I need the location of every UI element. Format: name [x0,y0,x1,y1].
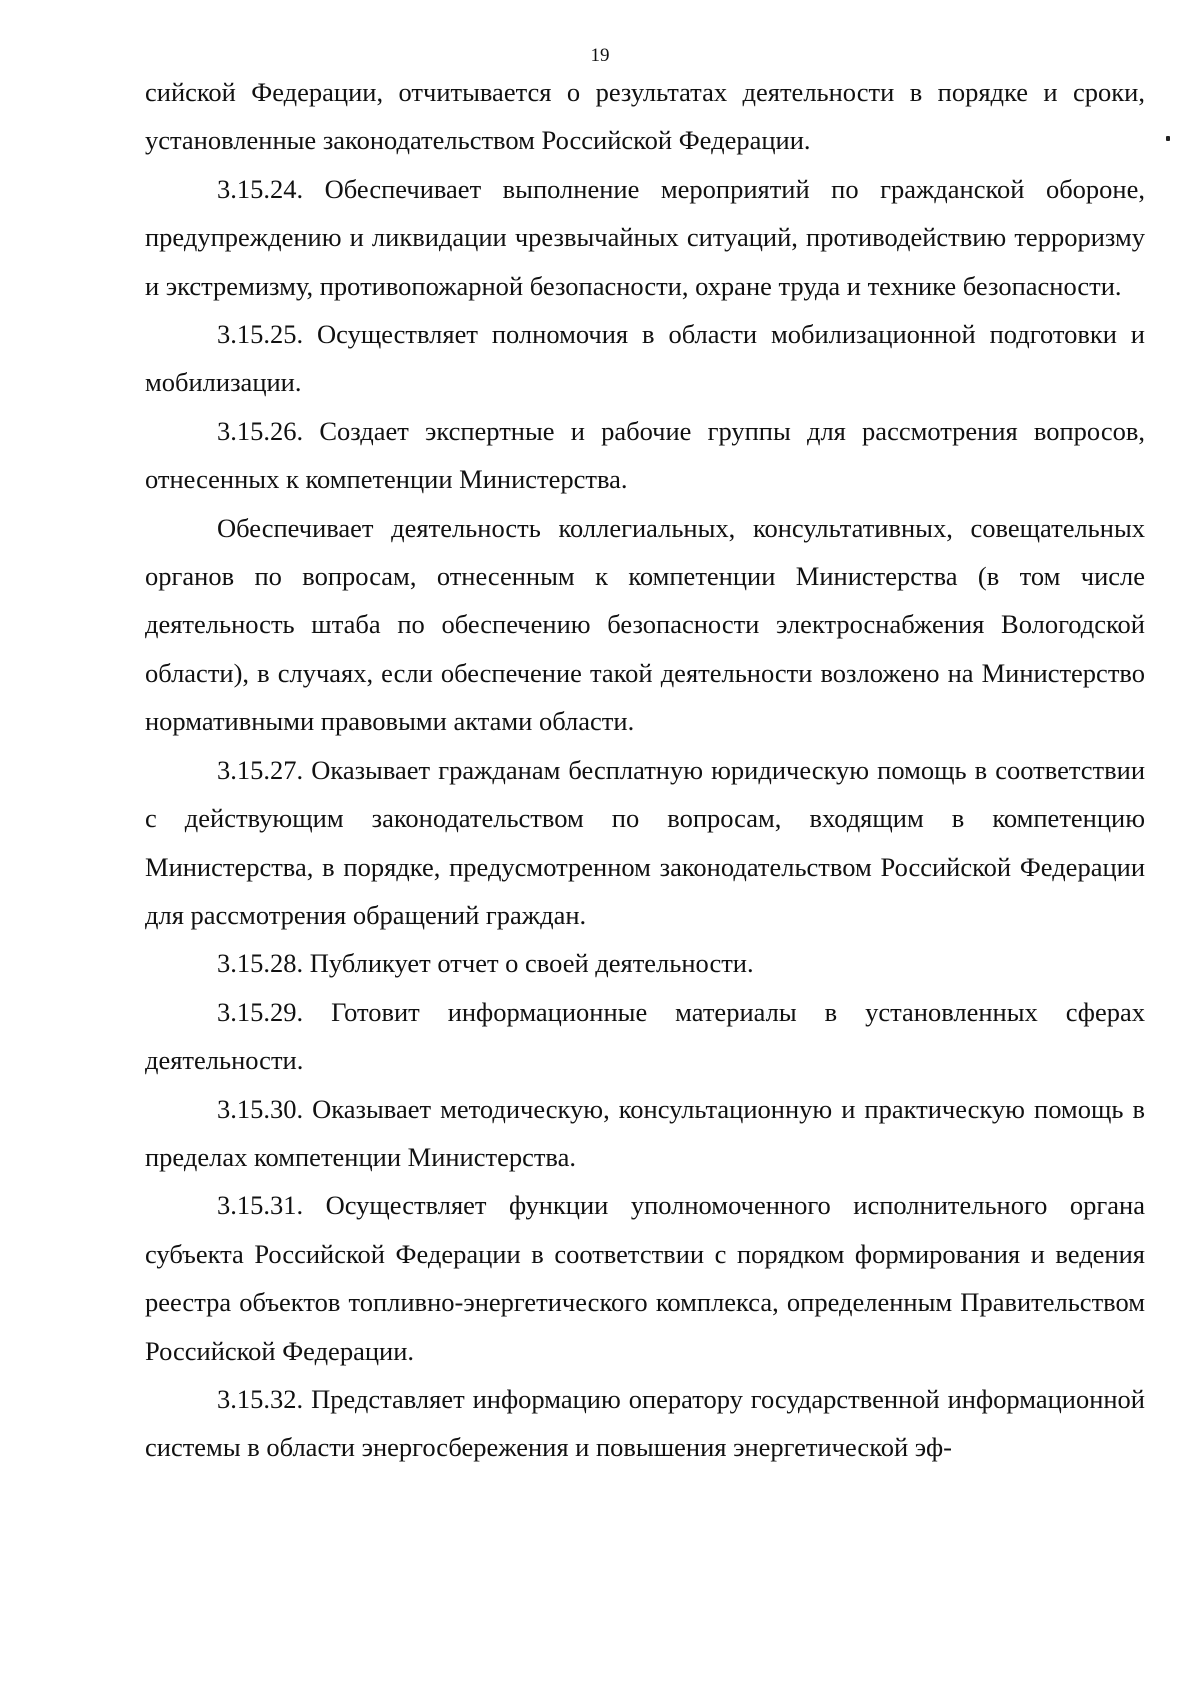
paragraph-3-15-29: 3.15.29. Готовит информационные материалы в установленных сферах деятельности. [145,996,1145,1076]
paragraph-3-15-28: 3.15.28. Публикует отчет о своей деятельности. [217,948,754,979]
scan-mark [1166,136,1170,141]
document-body [145,68,1145,1472]
paragraph-3-15-26-cont: Обеспечивает деятельность коллегиальных, консультативных, совещательных органов по вопросам, отнесенным к компетенции Министерства (в том числе деятельность штаба по обеспечению безопасности электроснабжения Вологодской области), в случаях, если обеспечение такой деятельности возложено на Министерство нормативными правовыми актами области. [145,512,1145,737]
paragraph-3-15-32: 3.15.32. Представляет информацию оператору государственной информационной системы в области энергосбережения и повышения энергетической эф- [145,1383,1145,1463]
paragraph-3-15-25: 3.15.25. Осуществляет полномочия в области мобилизационной подготовки и мобилизации. [145,319,1145,398]
paragraph-continuation: сийской Федерации, отчитывается о результатах деятельности в порядке и сроки, установленные законодательством Российской Федерации. [145,77,1145,156]
paragraph-3-15-30: 3.15.30. Оказывает методическую, консультационную и практическую помощь в пределах компетенции Министерства. [145,1093,1145,1172]
paragraph-3-15-31: 3.15.31. Осуществляет функции уполномоченного исполнительного органа субъекта Российской Федерации в соответствии с порядком формирования и ведения реестра объектов топливно-энергетического комплекса, определенным Правительством Российской Федерации. [145,1190,1145,1366]
paragraph-3-15-26: 3.15.26. Создает экспертные и рабочие группы для рассмотрения вопросов, отнесенных к компетенции Министерства. [145,415,1145,495]
page-number: 19 [590,45,610,66]
paragraph-3-15-27: 3.15.27. Оказывает гражданам бесплатную юридическую помощь в соответствии с действующим законодательством по вопросам, входящим в компетенцию Министерства, в порядке, предусмотренном законодательством Российской Федерации для рассмотрения обращений граждан. [145,754,1145,930]
paragraph-3-15-24: 3.15.24. Обеспечивает выполнение мероприятий по гражданской обороне, предупреждению и ликвидации чрезвычайных ситуаций, противодействию терроризму и экстремизму, противопожарной безопасности, охране труда и технике безопасности. [145,173,1145,301]
